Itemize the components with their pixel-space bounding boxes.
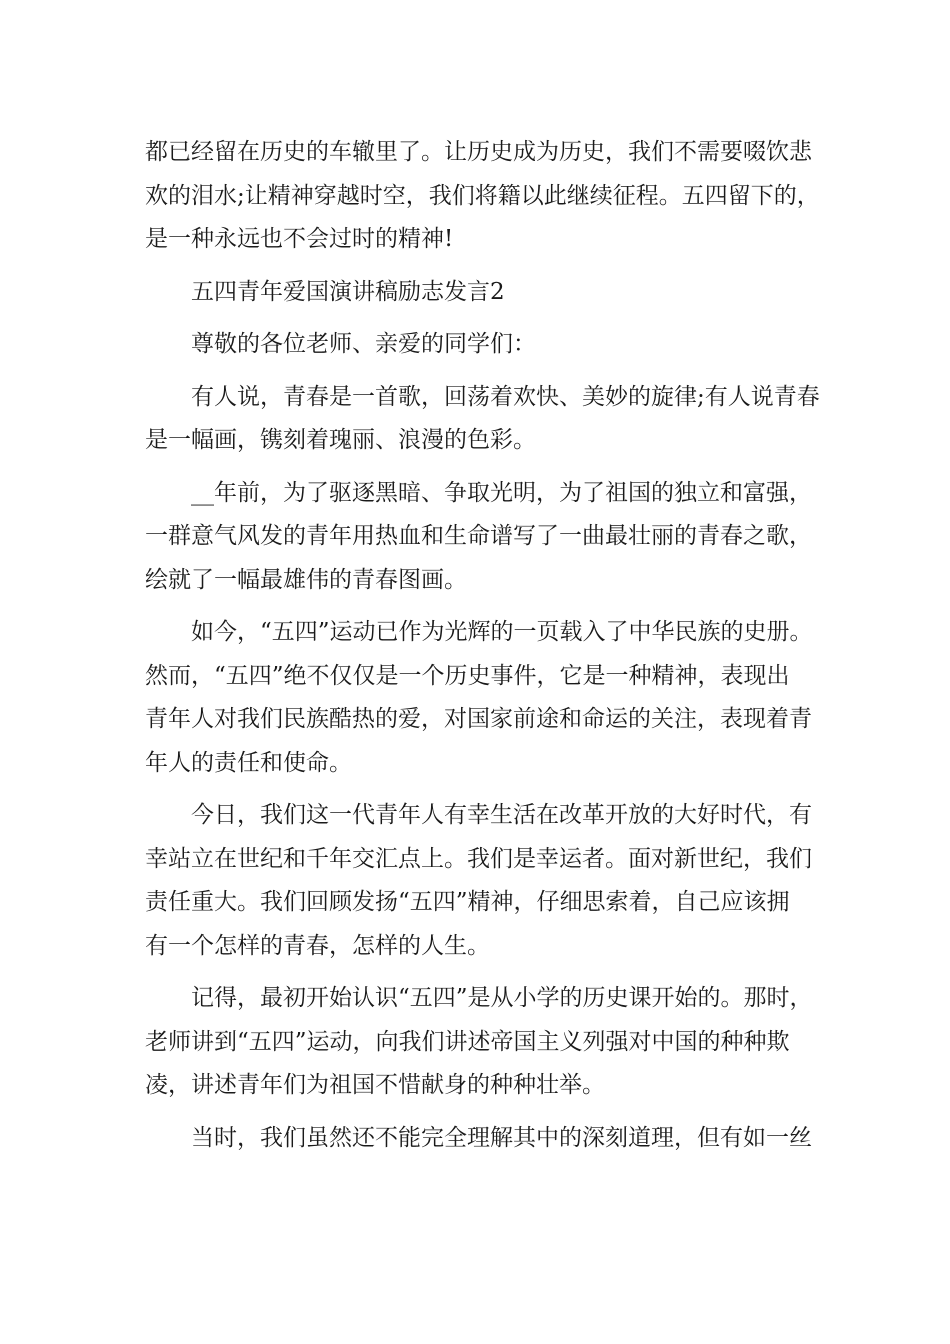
section-title: 五四青年爱国演讲稿励志发言2 bbox=[191, 278, 505, 305]
text-line: 有一个怎样的青春，怎样的人生。 bbox=[145, 932, 490, 959]
text-line: 然而，“五四”绝不仅仅是一个历史事件，它是一种精神，表现出 bbox=[145, 662, 790, 689]
text-line: 有人说，青春是一首歌，回荡着欢快、美妙的旋律;有人说青春 bbox=[191, 383, 820, 410]
text-line: 记得，最初开始认识“五四”是从小学的历史课开始的。那时， bbox=[191, 985, 813, 1011]
text-line: 凌，讲述青年们为祖国不惜献身的种种壮举。 bbox=[145, 1072, 605, 1098]
text-line: 如今，“五四”运动已作为光辉的一页载入了中华民族的史册。 bbox=[191, 619, 813, 645]
text-line: 幸站立在世纪和千年交汇点上。我们是幸运者。面对新世纪，我们 bbox=[145, 845, 812, 872]
salutation: 尊敬的各位老师、亲爱的同学们： bbox=[191, 331, 536, 357]
text-line: 年人的责任和使命。 bbox=[145, 749, 352, 776]
text-line: 责任重大。我们回顾发扬“五四”精神，仔细思索着，自己应该拥 bbox=[145, 889, 790, 915]
text-line: __年前，为了驱逐黑暗、争取光明，为了祖国的独立和富强， bbox=[191, 479, 812, 506]
text-line: 都已经留在历史的车辙里了。让历史成为历史，我们不需要啜饮悲 bbox=[145, 139, 812, 165]
text-line: 老师讲到“五四”运动，向我们讲述帝国主义列强对中国的种种欺 bbox=[145, 1028, 790, 1055]
text-line: 一群意气风发的青年用热血和生命谱写了一曲最壮丽的青春之歌， bbox=[145, 523, 812, 549]
document-body bbox=[145, 131, 820, 1160]
text-line: 绘就了一幅最雄伟的青春图画。 bbox=[145, 566, 467, 593]
text-line: 当时，我们虽然还不能完全理解其中的深刻道理，但有如一丝 bbox=[191, 1124, 812, 1151]
text-line: 青年人对我们民族酷热的爱，对国家前途和命运的关注，表现着青 bbox=[145, 706, 812, 732]
text-line: 是一幅画，镌刻着瑰丽、浪漫的色彩。 bbox=[145, 427, 536, 453]
text-line: 欢的泪水;让精神穿越时空，我们将籍以此继续征程。五四留下的， bbox=[145, 182, 820, 209]
text-line: 是一种永远也不会过时的精神! bbox=[145, 226, 454, 252]
text-line: 今日，我们这一代青年人有幸生活在改革开放的大好时代，有 bbox=[191, 802, 812, 828]
